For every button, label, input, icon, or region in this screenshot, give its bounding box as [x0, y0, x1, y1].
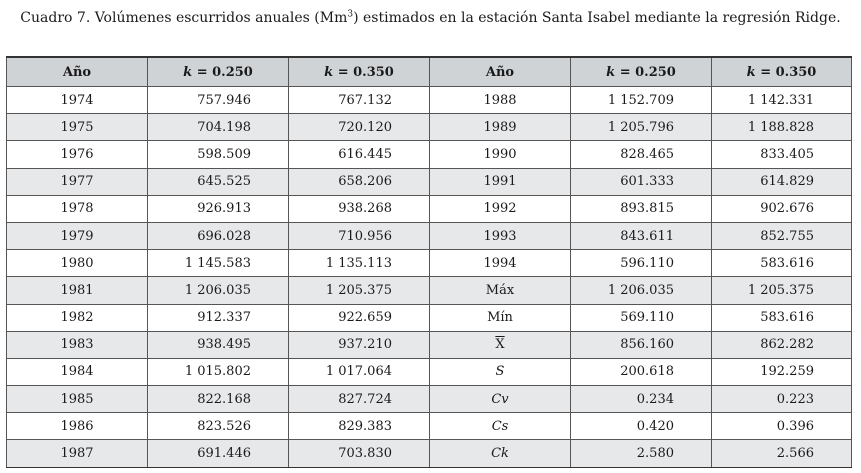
k-0350-cell: 852.755: [712, 222, 852, 249]
header-k-0350-2: k = 0.350: [712, 57, 852, 87]
year-cell: 1974: [7, 87, 148, 114]
k-0250-cell: 1 205.796: [571, 114, 712, 141]
k-0250-cell: 645.525: [148, 168, 289, 195]
k-0250-cell: 938.495: [148, 331, 289, 358]
k-0350-cell: 0.396: [712, 413, 852, 440]
k-0250-cell: 822.168: [148, 386, 289, 413]
runoff-table: [6, 56, 852, 468]
k-0250-cell: 1 206.035: [148, 277, 289, 304]
k-0350-cell: 938.268: [289, 195, 430, 222]
table-row: [7, 386, 852, 413]
k-0250-cell: 1 206.035: [571, 277, 712, 304]
k-0350-cell: 0.223: [712, 386, 852, 413]
year-cell: 1984: [7, 358, 148, 385]
k-0350-cell: 720.120: [289, 114, 430, 141]
header-year-1: Año: [7, 57, 148, 87]
k-0250-cell: 200.618: [571, 358, 712, 385]
k-0250-cell: 926.913: [148, 195, 289, 222]
table-row: [7, 168, 852, 195]
year-cell: 1976: [7, 141, 148, 168]
year-cell: 1993: [430, 222, 571, 249]
year-cell: 1983: [7, 331, 148, 358]
k-0250-cell: 2.580: [571, 440, 712, 467]
k-0350-cell: 1 135.113: [289, 250, 430, 277]
k-0350-cell: 614.829: [712, 168, 852, 195]
k-0350-cell: 1 205.375: [289, 277, 430, 304]
k-0350-cell: 833.405: [712, 141, 852, 168]
year-cell: 1989: [430, 114, 571, 141]
k-0250-cell: 569.110: [571, 304, 712, 331]
k-0350-cell: 2.566: [712, 440, 852, 467]
k-0350-cell: 583.616: [712, 250, 852, 277]
k-0250-cell: 1 152.709: [571, 87, 712, 114]
k-0250-cell: 601.333: [571, 168, 712, 195]
year-cell: 1988: [430, 87, 571, 114]
k-0350-cell: 827.724: [289, 386, 430, 413]
k-0250-cell: 0.420: [571, 413, 712, 440]
table-header-row: [7, 57, 852, 87]
stat-label-cell: Máx: [430, 277, 571, 304]
k-0250-cell: 757.946: [148, 87, 289, 114]
table-row: [7, 304, 852, 331]
header-k-0250-2: k = 0.250: [571, 57, 712, 87]
k-0250-cell: 598.509: [148, 141, 289, 168]
stat-label-cell: Ck: [430, 440, 571, 467]
table-row: [7, 331, 852, 358]
k-0250-cell: 704.198: [148, 114, 289, 141]
year-cell: 1992: [430, 195, 571, 222]
k-0350-cell: 862.282: [712, 331, 852, 358]
year-cell: 1986: [7, 413, 148, 440]
k-0350-cell: 703.830: [289, 440, 430, 467]
table-row: [7, 141, 852, 168]
stat-label-cell: Cv: [430, 386, 571, 413]
k-0250-cell: 912.337: [148, 304, 289, 331]
k-0350-cell: 1 017.064: [289, 358, 430, 385]
k-0350-cell: 937.210: [289, 331, 430, 358]
k-0350-cell: 1 205.375: [712, 277, 852, 304]
k-0350-cell: 583.616: [712, 304, 852, 331]
year-cell: 1979: [7, 222, 148, 249]
year-cell: 1982: [7, 304, 148, 331]
table-row: [7, 222, 852, 249]
year-cell: 1975: [7, 114, 148, 141]
year-cell: 1980: [7, 250, 148, 277]
stat-label-cell: Mín: [430, 304, 571, 331]
year-cell: 1981: [7, 277, 148, 304]
k-0350-cell: 1 188.828: [712, 114, 852, 141]
k-0350-cell: 902.676: [712, 195, 852, 222]
year-cell: 1994: [430, 250, 571, 277]
year-cell: 1977: [7, 168, 148, 195]
stat-label-cell: Cs: [430, 413, 571, 440]
k-0350-cell: 192.259: [712, 358, 852, 385]
k-0350-cell: 829.383: [289, 413, 430, 440]
k-0350-cell: 767.132: [289, 87, 430, 114]
k-0250-cell: 856.160: [571, 331, 712, 358]
header-year-2: Año: [430, 57, 571, 87]
k-0250-cell: 893.815: [571, 195, 712, 222]
k-0250-cell: 1 015.802: [148, 358, 289, 385]
year-cell: 1987: [7, 440, 148, 467]
k-0250-cell: 823.526: [148, 413, 289, 440]
table-row: [7, 87, 852, 114]
k-0350-cell: 616.445: [289, 141, 430, 168]
k-0250-cell: 1 145.583: [148, 250, 289, 277]
table-row: [7, 114, 852, 141]
k-0350-cell: 922.659: [289, 304, 430, 331]
k-0250-cell: 828.465: [571, 141, 712, 168]
k-0250-cell: 691.446: [148, 440, 289, 467]
header-k-0350-1: k = 0.350: [289, 57, 430, 87]
table-row: [7, 277, 852, 304]
k-0350-cell: 1 142.331: [712, 87, 852, 114]
k-0350-cell: 658.206: [289, 168, 430, 195]
table-row: [7, 358, 852, 385]
header-k-0250-1: k = 0.250: [148, 57, 289, 87]
k-0250-cell: 0.234: [571, 386, 712, 413]
year-cell: 1985: [7, 386, 148, 413]
year-cell: 1990: [430, 141, 571, 168]
year-cell: 1978: [7, 195, 148, 222]
k-0250-cell: 843.611: [571, 222, 712, 249]
year-cell: 1991: [430, 168, 571, 195]
table-row: [7, 195, 852, 222]
k-0250-cell: 596.110: [571, 250, 712, 277]
stat-label-cell: $\overline{X}$: [430, 331, 571, 358]
stat-label-cell: S: [430, 358, 571, 385]
k-0350-cell: 710.956: [289, 222, 430, 249]
table-row: [7, 250, 852, 277]
k-0250-cell: 696.028: [148, 222, 289, 249]
table-caption: Cuadro 7. Volúmenes escurridos anuales (Mm$^3$) estimados en la estación Santa Isabel mediante la regresión Ridge.: [20, 9, 841, 26]
table-row: [7, 440, 852, 467]
table-row: [7, 413, 852, 440]
